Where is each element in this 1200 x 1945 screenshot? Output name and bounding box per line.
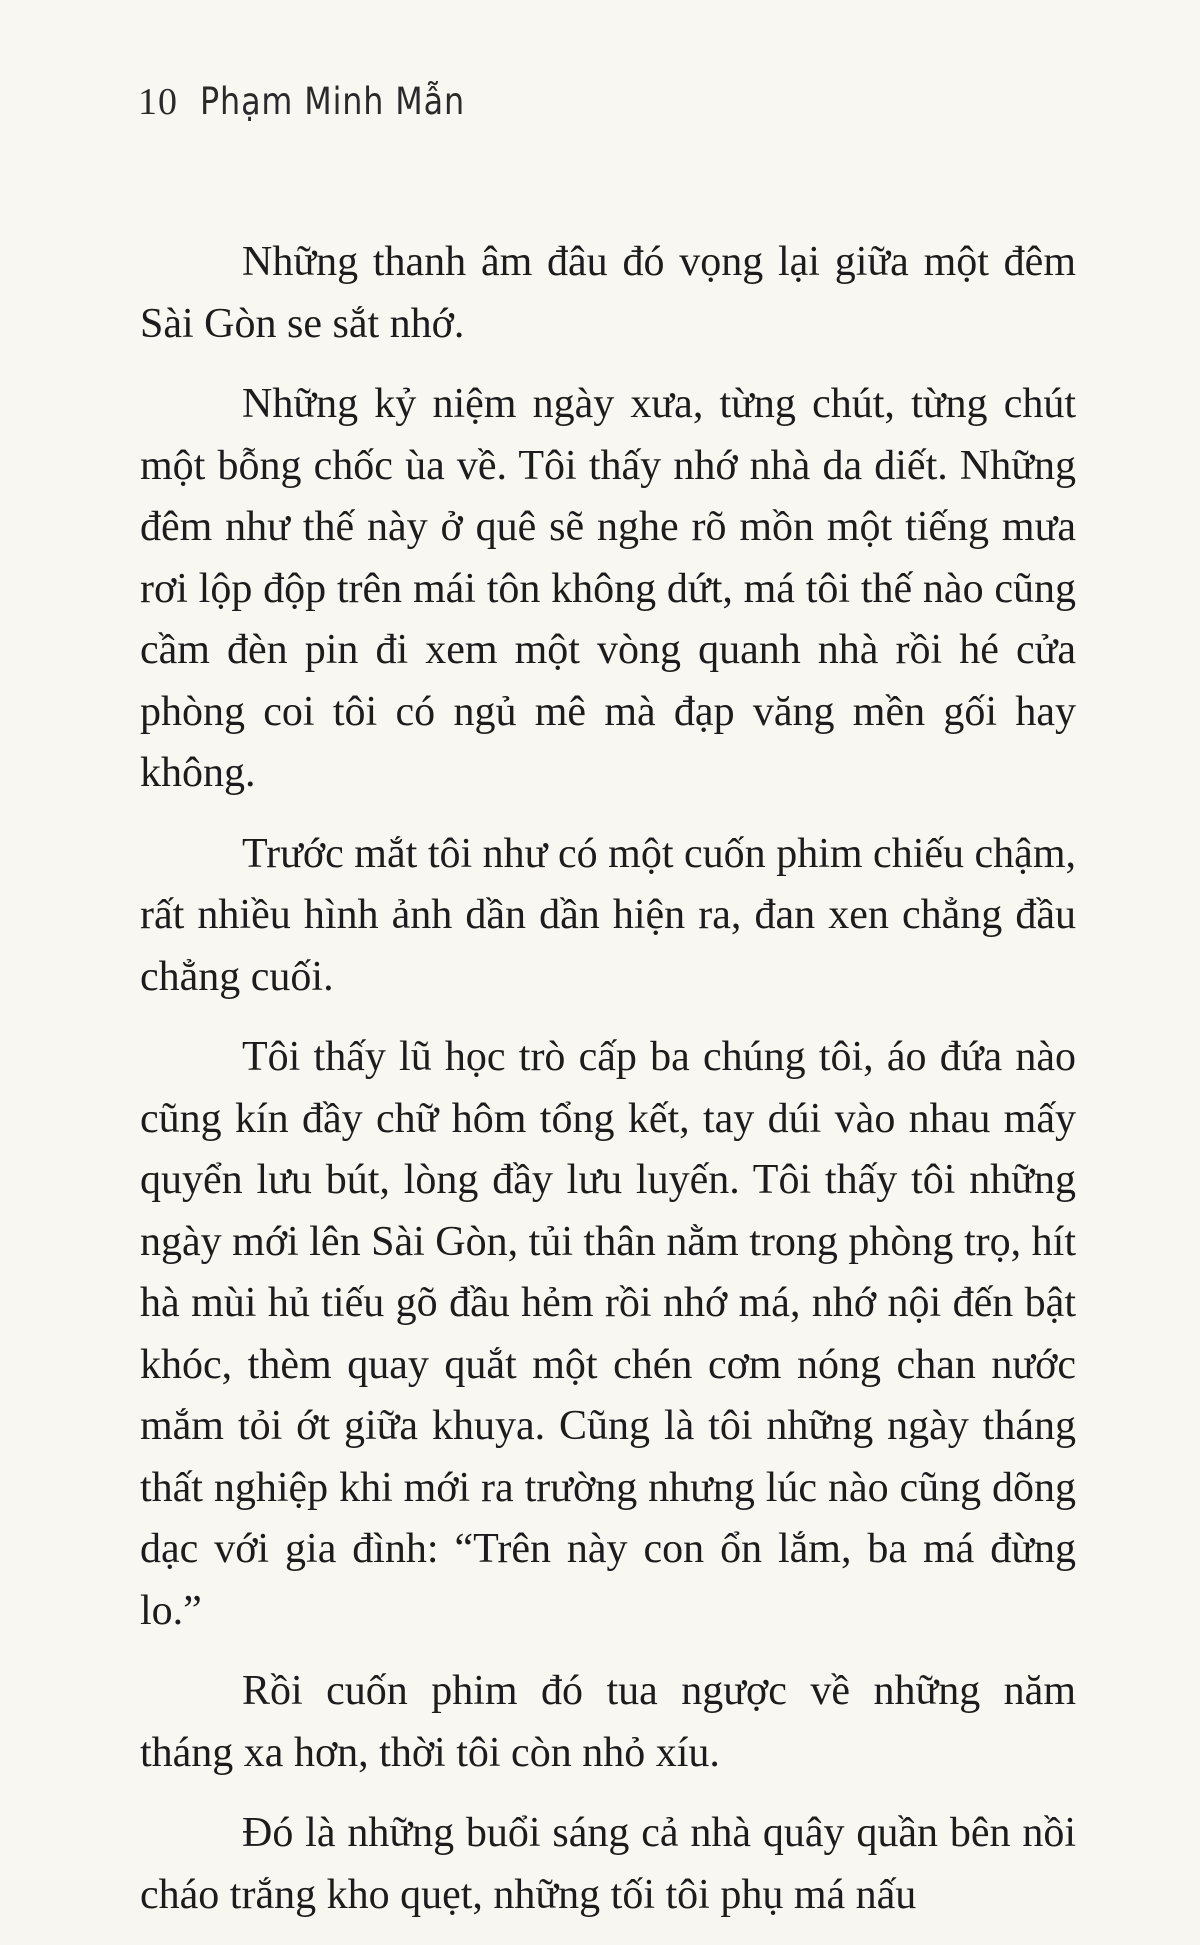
- body-text: [140, 232, 1076, 1945]
- paragraph-5: Rồi cuốn phim đó tua ngược về những năm tháng xa hơn, thời tôi còn nhỏ xíu.: [140, 1668, 1076, 1776]
- running-header: [138, 80, 508, 124]
- paragraph-1: Những thanh âm đâu đó vọng lại giữa một đêm Sài Gòn se sắt nhớ.: [140, 239, 1076, 347]
- paragraph-3: Trước mắt tôi như có một cuốn phim chiếu chậm, rất nhiều hình ảnh dần dần hiện ra, đan xen chẳng đầu chẳng cuối.: [140, 830, 1076, 1000]
- paragraph-4: Tôi thấy lũ học trò cấp ba chúng tôi, áo đứa nào cũng kín đầy chữ hôm tổng kết, tay dúi vào nhau mấy quyển lưu bút, lòng đầy lưu luyến. Tôi thấy tôi những ngày mới lên Sài Gòn, tủi thân nằm trong phòng trọ, hít hà mùi hủ tiếu gõ đầu hẻm rồi nhớ má, nhớ nội đến bật khóc, thèm quay quắt một chén cơm nóng chan nước mắm tỏi ớt giữa khuya. Cũng là tôi những ngày tháng thất nghiệp khi mới ra trường nhưng lúc nào cũng dõng dạc với gia đình: “Trên này con ổn lắm, ba má đừng lo.”: [140, 1034, 1076, 1634]
- paragraph-6: Đó là những buổi sáng cả nhà quây quần bên nồi cháo trắng kho quẹt, những tối tôi phụ má nấu: [140, 1810, 1076, 1918]
- paragraph-2: Những kỷ niệm ngày xưa, từng chút, từng chút một bỗng chốc ùa về. Tôi thấy nhớ nhà da diết. Những đêm như thế này ở quê sẽ nghe rõ mồn một tiếng mưa rơi lộp độp trên mái tôn không dứt, má tôi thế nào cũng cầm đèn pin đi xem một vòng quanh nhà rồi hé cửa phòng coi tôi có ngủ mê mà đạp văng mền gối hay không.: [140, 381, 1076, 796]
- page-number: 10: [138, 81, 178, 123]
- author-name: Phạm Minh Mẫn: [200, 80, 466, 123]
